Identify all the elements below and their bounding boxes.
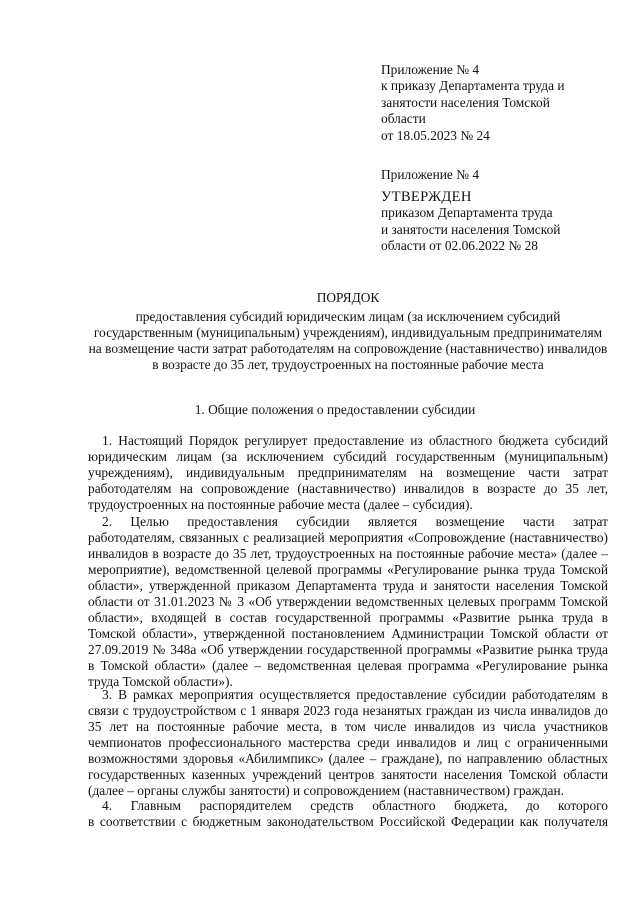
appendix-line: области [381,111,426,127]
approval-block [381,189,621,255]
paragraph-line: работодателям, связанных с реализацией мероприятия «Сопровождение (наставничество) [88,530,608,545]
paragraph-2 [88,514,608,690]
appendix-repeat-label: Приложение № 4 [381,167,480,182]
paragraph-line: 2. Целью предоставления субсидии является возмещение части затрат [102,514,608,529]
subtitle-line: на возмещение части затрат работодателям на сопровождение (наставничество) инвалидов [88,341,608,356]
paragraph-line: инвалидов в возрасте до 35 лет, трудоустроенных на постоянные рабочие места» (далее – [88,546,608,561]
subtitle-line: предоставления субсидий юридическим лицам (за исключением субсидий [135,309,561,324]
appendix-line: занятости населения Томской [381,94,550,110]
subtitle-line: государственным (муниципальным) учреждениям), индивидуальным предпринимателям [93,325,603,340]
paragraph-line: связи с трудоустройством с 1 января 2023 года незанятых граждан из числа инвалидов до [88,703,608,718]
paragraph-line: 3. В рамках мероприятия осуществляется предоставление субсидии работодателям в [102,687,608,702]
approved-line: и занятости населения Томской [381,221,561,237]
paragraph-4 [88,798,608,830]
paragraph-line: области», входящей в состав государственной программы «Развитие рынка труда в [88,610,608,625]
paragraph-line: области от 31.01.2023 № 3 «Об утверждении ведомственных целевых программ Томской [88,594,608,609]
paragraph-line: в соответствии с бюджетным законодательством Российской Федерации как получателя [88,814,608,829]
section-heading: 1. Общие положения о предоставлении субсидии [194,402,476,417]
section-heading-block [35,402,635,418]
document-title: ПОРЯДОК [316,290,380,305]
approved-line: приказом Департамента труда [381,205,553,221]
paragraph-line: учреждениям), индивидуальным предпринимателям на возмещение части затрат [88,465,608,480]
paragraph-line: 35 лет на постоянные рабочие места, в том числе инвалидов из числа участников [88,719,608,734]
subtitle-line: в возрасте до 35 лет, трудоустроенных на постоянные рабочие места [152,357,544,372]
paragraph-line: (далее – органы службы занятости) и сопровождением (наставничеством) граждан. [88,783,564,798]
appendix-line: от 18.05.2023 № 24 [381,127,490,143]
approved-title: УТВЕРЖДЕН [381,189,472,205]
paragraph-line: 1. Настоящий Порядок регулирует предоставление из областного бюджета субсидий [102,433,608,448]
approved-line: области от 02.06.2022 № 28 [381,238,538,254]
appendix-repeat [381,167,621,183]
paragraph-3 [88,687,608,799]
paragraph-line: Томской области», утвержденной постановлением Администрации Томской области от [88,626,608,641]
paragraph-line: труда Томской области»). [88,674,233,689]
document-subtitle [48,309,640,373]
document-title-block [48,290,640,306]
paragraph-line: возможностями здоровья «Абилимпикс» (далее – граждане), по направлению областных [88,751,608,766]
paragraph-1 [88,433,608,513]
paragraph-line: трудоустроенных на постоянные рабочие места (далее – субсидия). [88,497,473,512]
paragraph-line: 27.09.2019 № 348а «Об утверждении государственной программы «Развитие рынка труда [88,642,608,657]
paragraph-line: государственных казенных учреждений центров занятости населения Томской области [88,767,608,782]
appendix-line: Приложение № 4 [381,62,480,77]
paragraph-line: мероприятие), ведомственной целевой программы «Регулирование рынка труда Томской [88,562,608,577]
paragraph-line: чемпионатов профессионального мастерства среди инвалидов и лиц с ограниченными [88,735,608,750]
paragraph-line: юридическим лицам (за исключением субсидий государственным (муниципальным) [88,449,608,464]
appendix-header [381,62,621,144]
paragraph-line: области», утвержденной приказом Департамента труда и занятости населения Томской [88,578,608,593]
appendix-line: к приказу Департамента труда и [381,78,565,94]
paragraph-line: 4. Главным распорядителем средств областного бюджета, до которого [102,798,608,813]
paragraph-line: работодателям на сопровождение (наставничество) инвалидов в возрасте до 35 лет, [88,481,608,496]
paragraph-line: в Томской области» (далее – ведомственная целевая программа «Регулирование рынка [88,658,608,673]
